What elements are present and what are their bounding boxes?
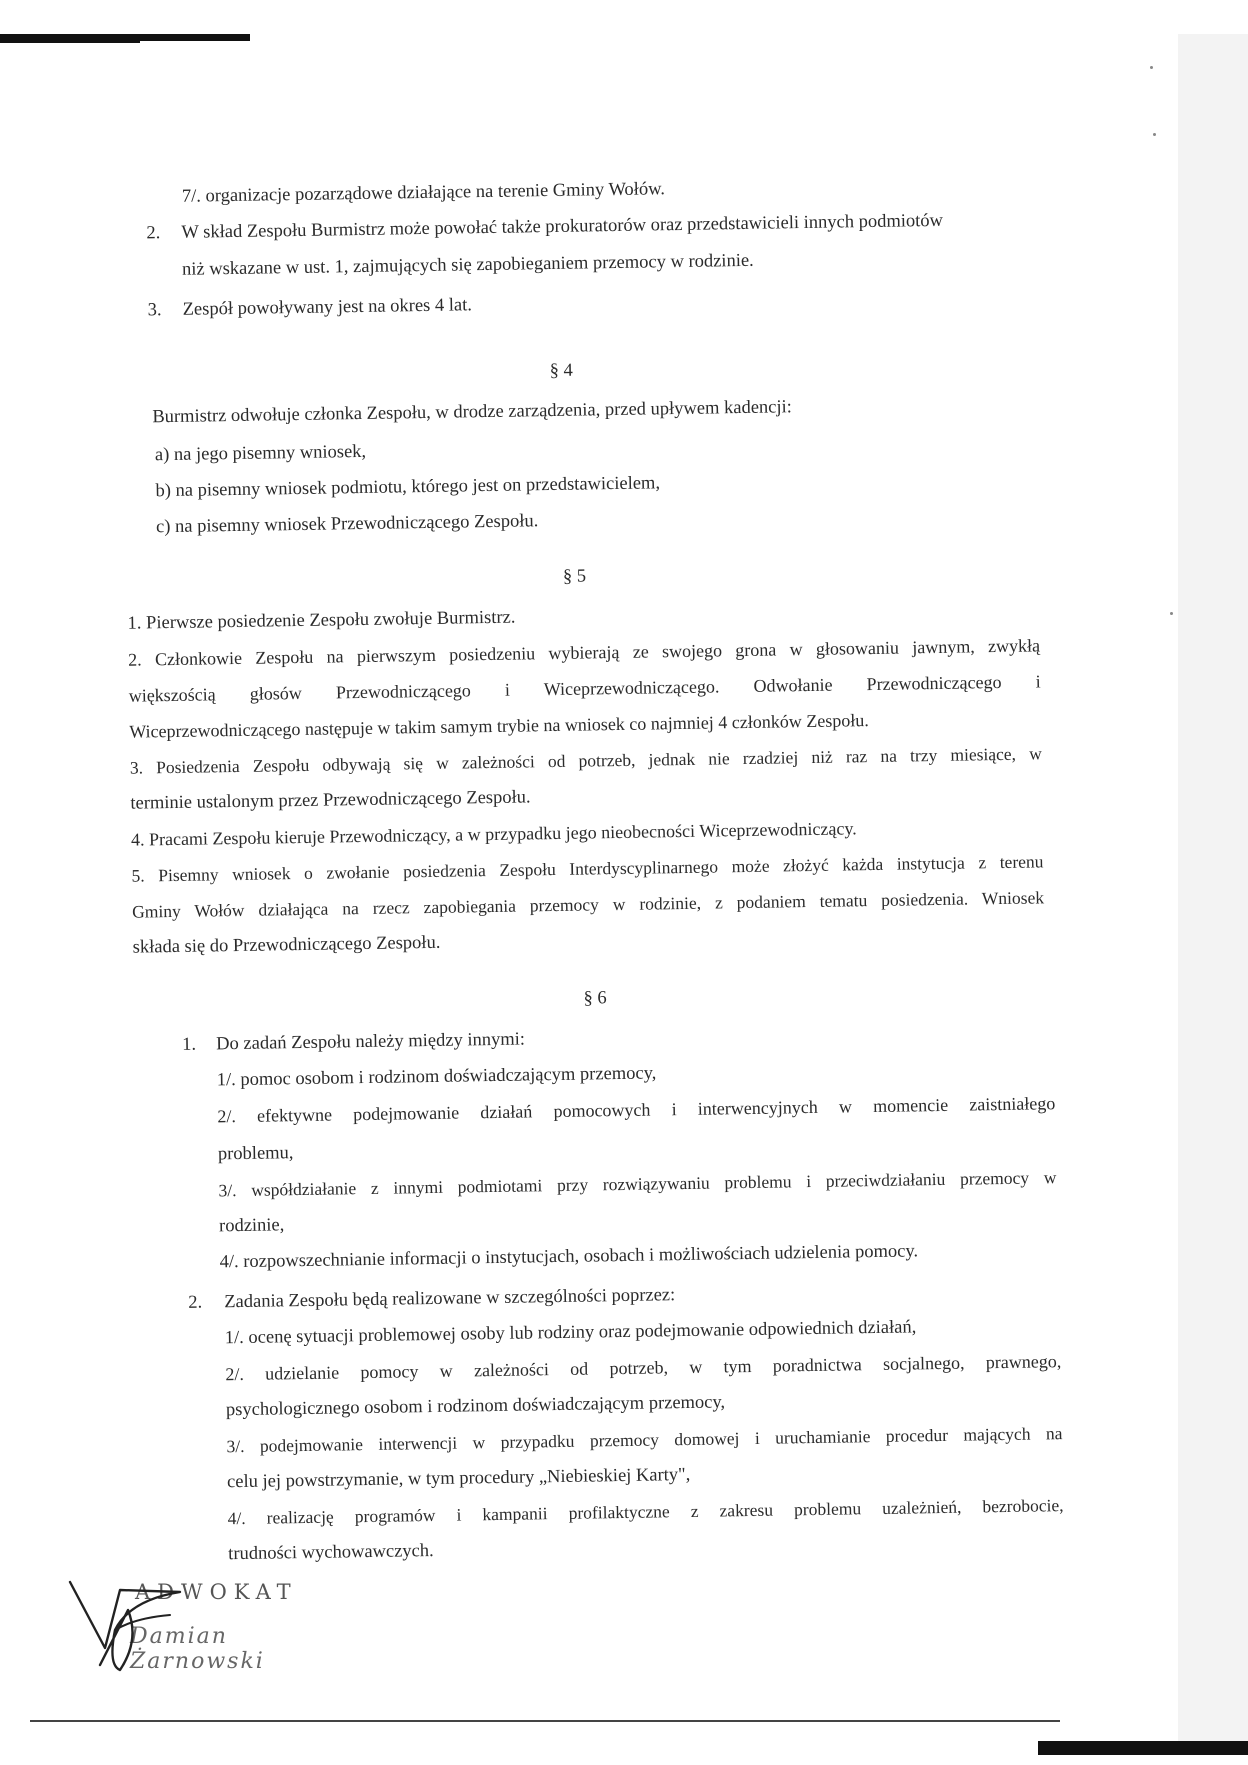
list-item: W skład Zespołu Burmistrz może powołać także prokuratorów oraz przedstawicieli innych podmiotów [181, 210, 944, 243]
signature-graphic [60, 1570, 260, 1680]
paragraph-line: 3. Posiedzenia Zespołu odbywają się w zależności od potrzeb, jednak nie rzadziej niż raz na trzy miesiące, w [129, 743, 1042, 778]
signature-stamp [60, 1570, 320, 1680]
list-item: Zespół powoływany jest na okres 4 lat. [182, 295, 473, 320]
stamp-title: ADWOKAT [135, 1580, 298, 1604]
list-item: 2/. efektywne podejmowanie działań pomocowych i interwencyjnych w momencie zaistniałego [217, 1093, 1056, 1127]
list-item: 7/. organizacje pozarządowe działające na terenie Gminy Wołów. [181, 179, 666, 207]
section-heading: § 6 [583, 988, 607, 1009]
paragraph-line: terminie ustalonym przez Przewodniczącego Zespołu. [130, 787, 531, 814]
paragraph-line: Zadania Zespołu będą realizowane w szczególności poprzez: [224, 1285, 676, 1313]
list-item: 3/. współdziałanie z innymi podmiotami przy rozwiązywaniu problemu i przeciwdziałaniu przemocy w [218, 1167, 1057, 1201]
list-item: c) na pisemny wniosek Przewodniczącego Zespołu. [155, 511, 539, 538]
paragraph-line: Burmistrz odwołuje członka Zespołu, w drodze zarządzenia, przed upływem kadencji: [152, 397, 793, 428]
list-item: 1/. ocenę sytuacji problemowej osoby lub rodziny oraz podejmowanie odpowiednich działań, [224, 1317, 917, 1349]
list-number: 1. [182, 1034, 197, 1055]
list-item: 3/. podejmowanie interwencji w przypadku przemocy domowej i uruchamianie procedur mających na [226, 1423, 1063, 1457]
paragraph-line: 5. Pisemny wniosek o zwołanie posiedzenia Zespołu Interdyscyplinarnego może złożyć każda instytucja z terenu [131, 851, 1044, 886]
stamp-name: Damian Żarnowski [130, 1624, 265, 1674]
list-item: niż wskazane w ust. 1, zajmujących się zapobieganiem przemocy w rodzinie. [181, 250, 754, 280]
list-item: problemu, [217, 1143, 294, 1165]
paragraph-line: 4. Pracami Zespołu kieruje Przewodniczący, a w przypadku jego nieobecności Wiceprzewodniczący. [130, 818, 857, 850]
list-item: 1/. pomoc osobom i rodzinom doświadczającym przemocy, [216, 1063, 657, 1091]
list-item: 2/. udzielanie pomocy w zależności od potrzeb, w tym poradnictwa socjalnego, prawnego, [225, 1351, 1062, 1385]
list-number: 2. [188, 1292, 203, 1313]
list-number: 2. [146, 223, 161, 244]
list-item: trudności wychowawczych. [228, 1541, 434, 1565]
list-item: 4/. rozpowszechnianie informacji o instytucjach, osobach i możliwościach udzielenia pomocy. [219, 1241, 919, 1273]
list-item: 4/. realizację programów i kampanii profilaktyczne z zakresu problemu uzależnień, bezrobocie, [227, 1495, 1064, 1529]
paragraph-line: 1. Pierwsze posiedzenie Zespołu zwołuje Burmistrz. [127, 607, 516, 634]
section-heading: § 5 [562, 566, 587, 587]
list-item: celu jej powstrzymanie, w tym procedury „Niebieskiej Karty", [226, 1464, 691, 1493]
section-heading: § 4 [549, 360, 573, 382]
paragraph-line: Gminy Wołów działająca na rzecz zapobiegania przemocy w rodzinie, z podaniem tematu posiedzenia. Wniosek [131, 887, 1045, 922]
paragraph-line: większością głosów Przewodniczącego i Wiceprzewodniczącego. Odwołanie Przewodniczącego i [128, 671, 1041, 706]
paragraph-line: składa się do Przewodniczącego Zespołu. [132, 932, 441, 958]
paragraph-line: Wiceprzewodniczącego następuje w takim samym trybie na wniosek co najmniej 4 członków Zespołu. [129, 710, 869, 742]
list-item: psychologicznego osobom i rodzinom doświadczającym przemocy, [225, 1392, 726, 1421]
list-item: a) na jego pisemny wniosek, [154, 441, 367, 466]
list-item: rodzinie, [218, 1215, 285, 1237]
list-item: b) na pisemny wniosek podmiotu, którego jest on przedstawicielem, [155, 473, 661, 502]
paragraph-line: Do zadań Zespołu należy między innymi: [216, 1029, 526, 1055]
list-number: 3. [147, 300, 162, 321]
paragraph-line: 2. Członkowie Zespołu na pierwszym posiedzeniu wybierają ze swojego grona w głosowaniu jawnym, zwykłą [128, 635, 1041, 670]
